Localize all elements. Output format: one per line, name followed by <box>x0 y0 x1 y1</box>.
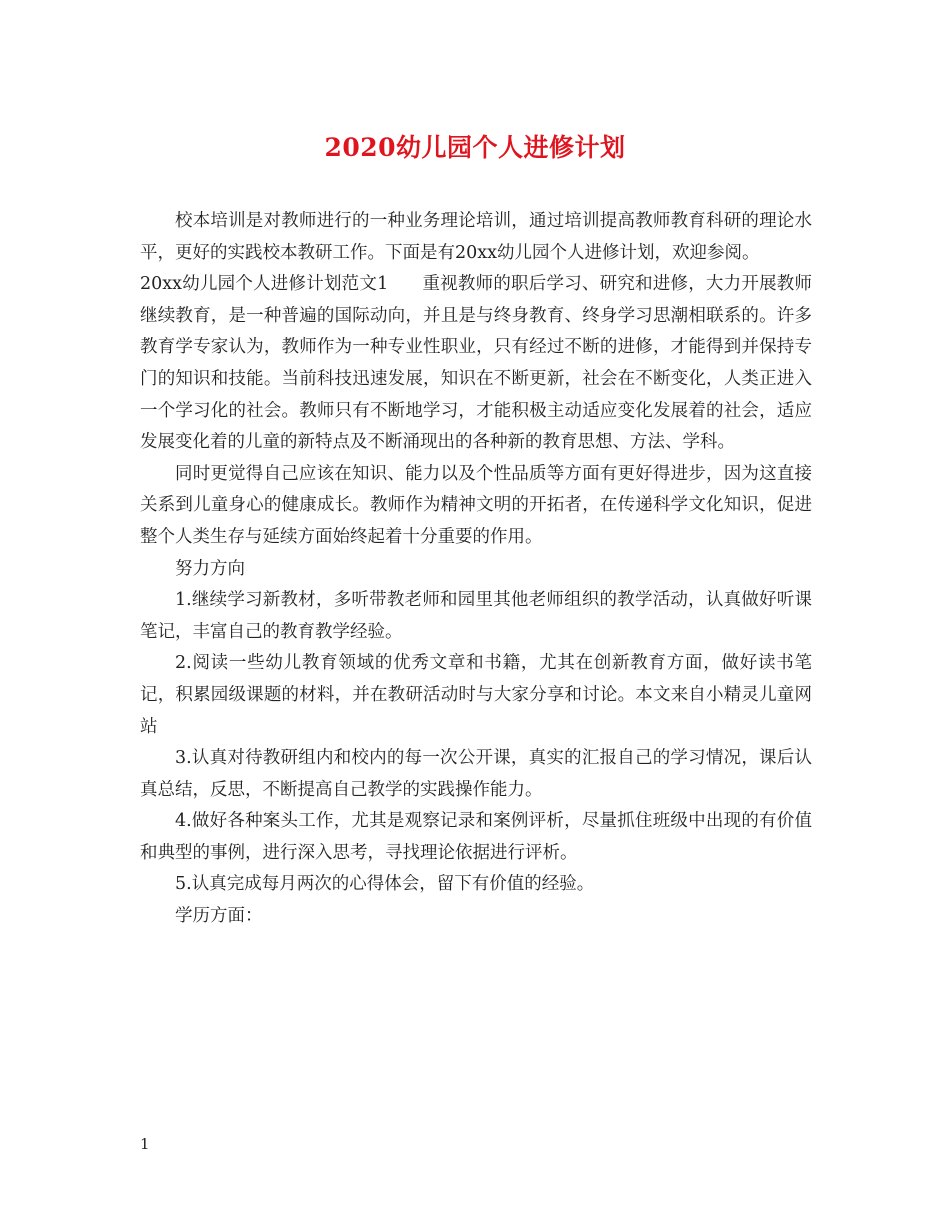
intro-paragraph: 校本培训是对教师进行的一种业务理论培训，通过培训提高教师教育科研的理论水平，更好的实践校本教研工作。下面是有20xx幼儿园个人进修计划，欢迎参阅。 <box>140 211 812 263</box>
sample-paragraph <box>140 269 812 459</box>
page-number: 1 <box>140 1135 150 1153</box>
list-item: 3.认真对待教研组内和校内的每一次公开课，真实的汇报自己的学习情况，课后认真总结，反思，不断提高自己教学的实践操作能力。 <box>140 748 812 800</box>
document-body <box>140 206 812 933</box>
section-heading-effort: 努力方向 <box>175 558 245 579</box>
sample-first-text: 重视教师的职后学习、研究和进修，大力开展教师继续教育，是一种普遍的国际动向，并且是与终身教育、终身学习思潮相联系的。许多教育学专家认为，教师作为一种专业性职业，只有经过不断的进修，才能得到并保持专门的知识和技能。当前科技迅速发展，知识在不断更新，社会在不断变化，人类正进入一个学习化的社会。教师只有不断地学习，才能积极主动适应变化发展着的社会，适应发展变化着的儿童的新特点及不断涌现出的各种新的教育思想、方法、学科。 <box>140 274 813 453</box>
list-item: 2.阅读一些幼儿教育领域的优秀文章和书籍，尤其在创新教育方面，做好读书笔记，积累园级课题的材料，并在教研活动时与大家分享和讨论。本文来自小精灵儿童网站 <box>140 653 812 737</box>
paragraph-2: 同时更觉得自己应该在知识、能力以及个性品质等方面有更好得进步，因为这直接关系到儿童身心的健康成长。教师作为精神文明的开拓者，在传递科学文化知识，促进整个人类生存与延续方面始终起着十分重要的作用。 <box>140 463 812 547</box>
sample-heading: 20xx幼儿园个人进修计划范文1 <box>140 274 389 295</box>
list-item: 5.认真完成每月两次的心得体会，留下有价值的经验。 <box>175 874 595 895</box>
list-item: 4.做好各种案头工作，尤其是观察记录和案例评析，尽量抓住班级中出现的有价值和典型的事例，进行深入思考，寻找理论依据进行评析。 <box>140 811 812 863</box>
section-heading-education: 学历方面： <box>175 906 263 927</box>
list-item: 1.继续学习新教材，多听带教老师和园里其他老师组织的教学活动，认真做好听课笔记，丰富自己的教育教学经验。 <box>140 590 812 642</box>
document-title: 2020幼儿园个人进修计划 <box>324 133 626 162</box>
